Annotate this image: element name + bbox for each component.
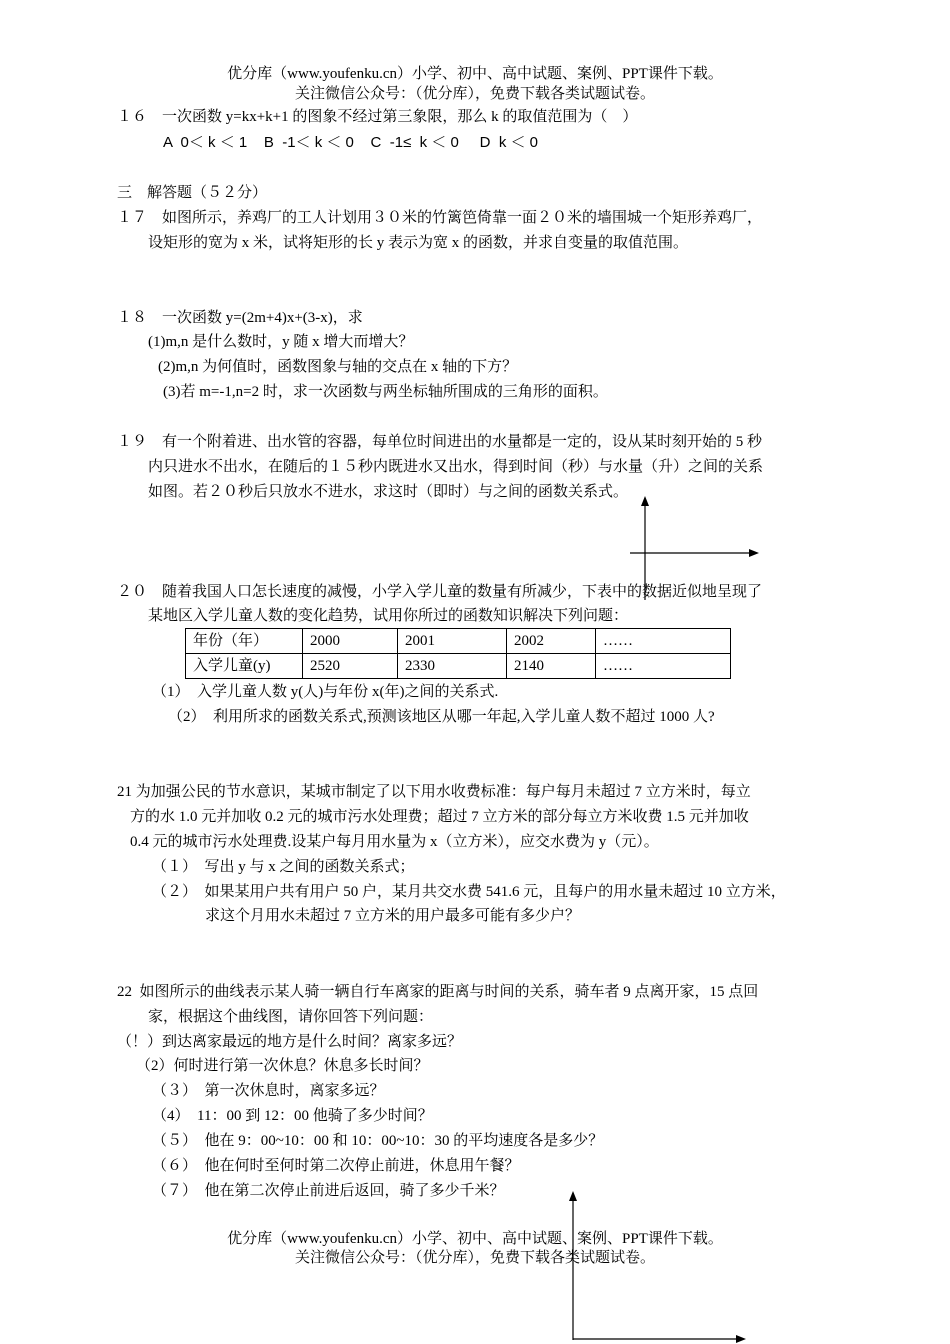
q16-options: A 0＜ k ＜ 1 B -1＜ k ＜ 0 C -1≤ k ＜ 0 D k ＜ 0 bbox=[163, 134, 538, 151]
q17-line-1: １７ 如图所示，养鸡厂的工人计划用３０米的竹篱笆倚靠一面２０米的墙围城一个矩形养鸡厂， bbox=[117, 210, 763, 226]
q21-line-3: 0.4 元的城市污水处理费.设某户每月用水量为 x（立方米），应交水费为 y（元）。 bbox=[130, 834, 659, 850]
q18-part-1: (1)m,n 是什么数时，y 随 x 增大而增大？ bbox=[148, 334, 414, 350]
q22-part-6: （６） 他在何时至何时第二次停止前进，休息用午餐？ bbox=[152, 1158, 520, 1174]
q20-part-1: （1） 入学儿童人数 y(人)与年份 x(年)之间的关系式. bbox=[152, 684, 499, 700]
header-line-1: 优分库（www.youfenku.cn）小学、初中、高中试题、案例、PPT课件下载。 bbox=[227, 66, 723, 82]
q22-part-5: （５） 他在 9：00~10：00 和 10：00~10：30 的平均速度各是多少？ bbox=[152, 1133, 604, 1149]
q22-part-2: （2）何时进行第一次休息？休息多长时间？ bbox=[136, 1058, 429, 1074]
q19-line-3: 如图。若２０秒后只放水不进水，求这时（即时）与之间的函数关系式。 bbox=[148, 484, 629, 500]
q22-part-1: （！）到达离家最远的地方是什么时间？离家多远？ bbox=[117, 1034, 463, 1050]
q21-part-2: （２） 如果某用户共有用户 50 户，某月共交水费 541.6 元，且每户的用水量未超过 10 立方米， bbox=[152, 884, 786, 900]
q22-line-1: 22 如图所示的曲线表示某人骑一辆自行车离家的距离与时间的关系，骑车者 9 点离开家，15 点回 bbox=[117, 984, 759, 1000]
footer-line-2: 关注微信公众号：（优分库），免费下载各类试题试卷。 bbox=[294, 1250, 655, 1266]
q18-stem: １８ 一次函数 y=(2m+4)x+(3-x)，求 bbox=[117, 310, 363, 326]
q21-part-1: （１） 写出 y 与 x 之间的函数关系式； bbox=[152, 859, 415, 875]
q19-line-2: 内只进水不出水，在随后的１５秒内既进水又出水，得到时间（秒）与水量（升）之间的关系 bbox=[148, 459, 764, 475]
q21-part-2-cont: 求这个月用水未超过 7 立方米的用户最多可能有多少户？ bbox=[205, 908, 581, 924]
q18-part-3: (3)若 m=-1,n=2 时，求一次函数与两坐标轴所围成的三角形的面积。 bbox=[163, 384, 608, 400]
table-cell: …… bbox=[596, 654, 731, 679]
table-cell: …… bbox=[596, 629, 731, 654]
section-title: 三 解答题（５２分） bbox=[117, 185, 268, 201]
q20-line-2: 某地区入学儿童人数的变化趋势，试用你所过的函数知识解决下列问题： bbox=[148, 608, 629, 624]
q22-line-2: 家，根据这个曲线图，请你回答下列问题： bbox=[148, 1009, 434, 1025]
q17-line-2: 设矩形的宽为 x 米，试将矩形的长 y 表示为宽 x 的函数，并求自变量的取值范围。 bbox=[148, 235, 689, 251]
q16-stem: １６ 一次函数 y=kx+k+1 的图象不经过第三象限，那么 k 的取值范围为（ ） bbox=[117, 109, 638, 125]
q22-part-3: （３） 第一次休息时，离家多远？ bbox=[152, 1083, 385, 1099]
footer-line-1: 优分库（www.youfenku.cn）小学、初中、高中试题、案例、PPT课件下载。 bbox=[227, 1231, 723, 1247]
q20-part-2: （2） 利用所求的函数关系式,预测该地区从哪一年起,入学儿童人数不超过 1000 人? bbox=[168, 709, 715, 725]
table-cell: 2520 bbox=[303, 654, 398, 679]
table-cell: 2001 bbox=[398, 629, 507, 654]
q18-part-2: (2)m,n 为何值时，函数图象与轴的交点在 x 轴的下方？ bbox=[158, 359, 518, 375]
q22-part-4: （4） 11：00 到 12：00 他骑了多少时间？ bbox=[152, 1108, 433, 1124]
q22-part-7: （７） 他在第二次停止前进后返回，骑了多少千米？ bbox=[152, 1183, 505, 1199]
table-cell: 年份（年） bbox=[186, 629, 303, 654]
table-cell: 2330 bbox=[398, 654, 507, 679]
table-cell: 2140 bbox=[507, 654, 596, 679]
q21-line-1: 21 为加强公民的节水意识，某城市制定了以下用水收费标准：每户每月未超过 7 立方米时，每立 bbox=[117, 784, 751, 800]
q19-line-1: １９ 有一个附着进、出水管的容器，每单位时间进出的水量都是一定的，设从某时刻开始的 5 秒 bbox=[117, 434, 763, 450]
header-line-2: 关注微信公众号：（优分库），免费下载各类试题试卷。 bbox=[294, 86, 655, 102]
table-cell: 入学儿童(y) bbox=[186, 654, 303, 679]
table-cell: 2000 bbox=[303, 629, 398, 654]
table-cell: 2002 bbox=[507, 629, 596, 654]
q20-line-1: ２０ 随着我国人口怎长速度的减慢，小学入学儿童的数量有所减少，下表中的数据近似地呈现了 bbox=[117, 584, 763, 600]
q21-line-2: 方的水 1.0 元并加收 0.2 元的城市污水处理费；超过 7 立方米的部分每立方米收费 1.5 元并加收 bbox=[130, 809, 749, 825]
